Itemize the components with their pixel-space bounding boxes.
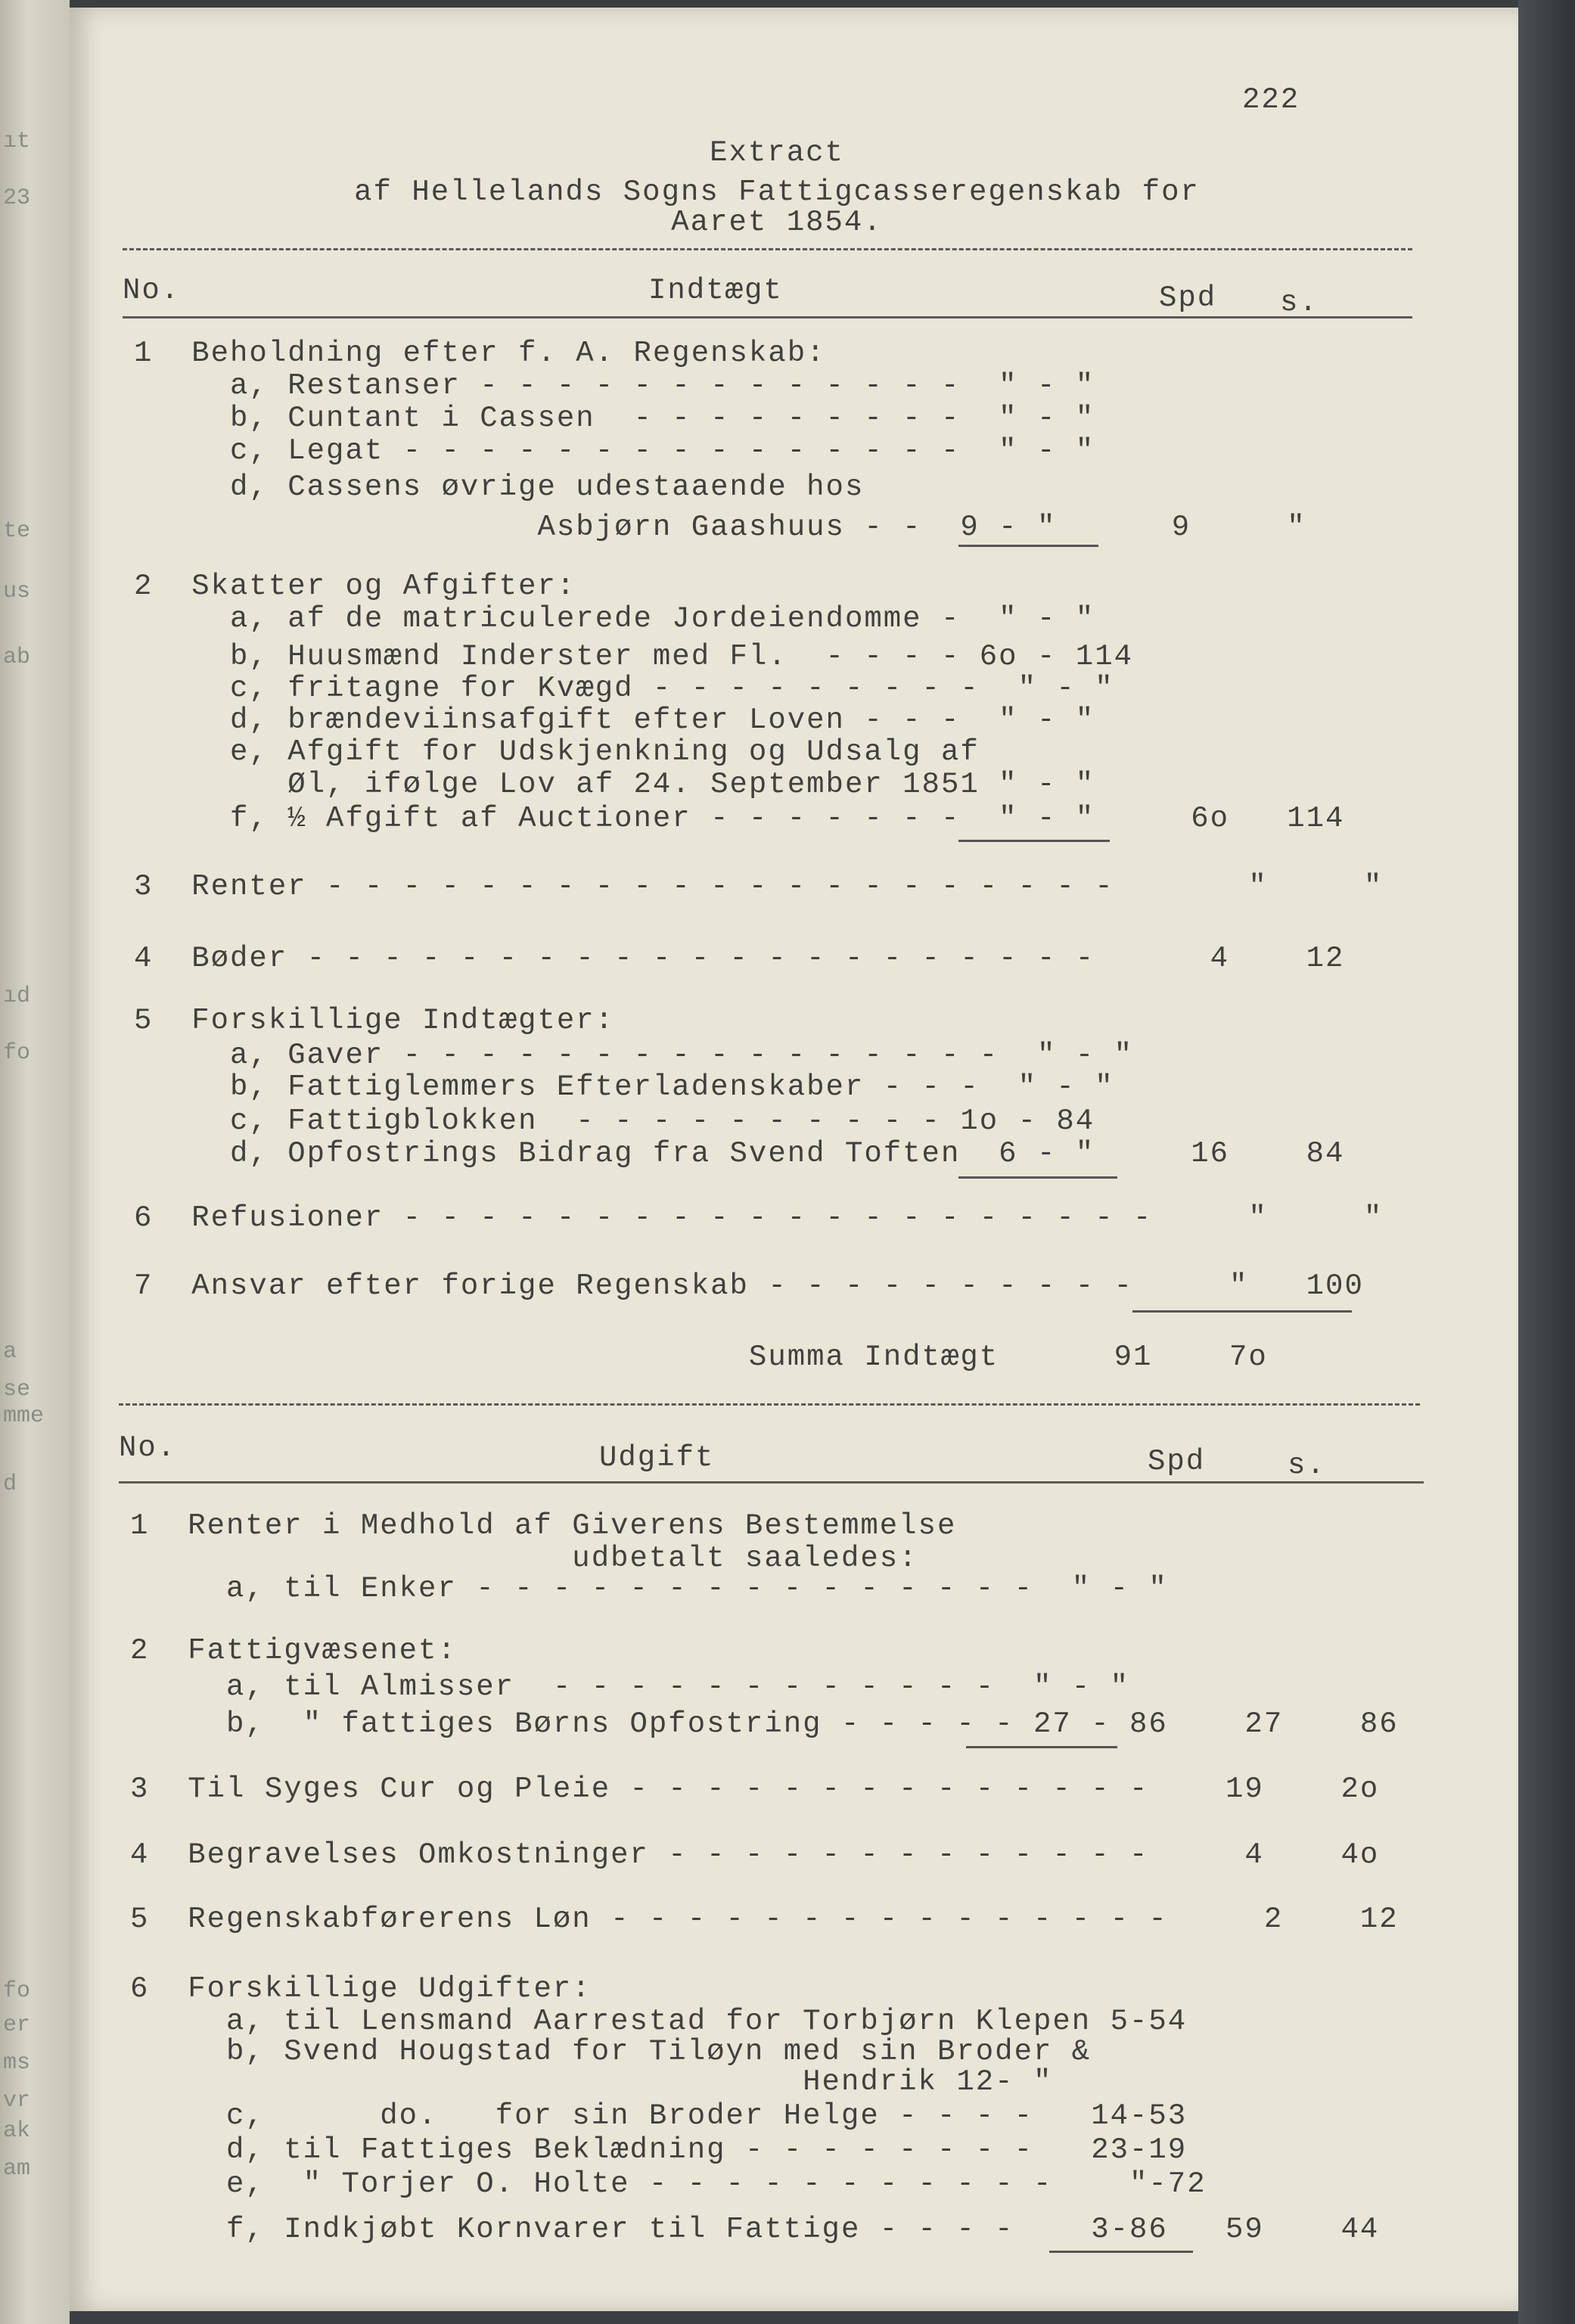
income-line: 2 Skatter og Afgifter: [134,570,576,603]
income-line: 6 Refusioner - - - - - - - - - - - - - - - - - - - - " " [134,1201,1384,1235]
expense-header-spd: Spd [1148,1445,1206,1478]
income-line: b, Cuntant i Cassen - - - - - - - - - " - " [134,402,1095,435]
divider [119,1403,1420,1406]
income-line: 5 Forskillige Indtægter: [134,1004,615,1037]
expense-header-no: No. [119,1431,177,1465]
subtotal-rule [958,840,1110,842]
income-line: d, Opfostrings Bidrag fra Svend Toften 6 - " 16 84 [134,1137,1345,1170]
subtotal-rule [966,1746,1117,1748]
margin-fragment: ıt [3,129,31,154]
expense-line: b, Svend Hougstad for Tiløyn med sin Broder & [130,2035,1092,2068]
income-line: 4 Bøder - - - - - - - - - - - - - - - - - - - - - 4 12 [134,942,1345,975]
margin-fragment: d [3,1471,17,1497]
expense-line: 6 Forskillige Udgifter: [130,1972,592,2006]
margin-fragment: ıd [3,983,31,1009]
expense-line: b, " fattiges Børns Opfostring - - - - - 27 - 86 27 86 [130,1707,1399,1741]
income-line: Asbjørn Gaashuus - - 9 - " 9 " [134,511,1306,544]
income-line: d, Cassens øvrige udestaaende hos [134,471,865,504]
subtotal-rule [1049,2251,1193,2253]
title-line-1: Extract [710,136,844,169]
margin-fragment: fo [3,1978,31,2004]
title-line-2: af Hellelands Sogns Fattigcasseregenskab for [354,176,1200,209]
divider [123,248,1412,250]
income-line: a, Restanser - - - - - - - - - - - - - " - " [134,369,1095,402]
income-line: a, af de matriculerede Jordeiendomme - " - " [134,602,1095,635]
income-line: d, brændeviinsafgift efter Loven - - - " - " [134,704,1095,737]
expense-line: udbetalt saaledes: [130,1542,918,1575]
total-rule [1132,1310,1352,1313]
income-line: b, Fattiglemmers Efterladenskaber - - - " - " [134,1070,1114,1104]
income-line: c, Fattigblokken - - - - - - - - - - 1o - 84 [134,1105,1095,1138]
expense-line: c, do. for sin Broder Helge - - - - 14-53 [130,2099,1188,2133]
title-line-3: Aaret 1854. [671,206,883,239]
expense-line: a, til Almisser - - - - - - - - - - - - " - " [130,1670,1129,1704]
expense-line: a, til Lensmand Aarrestad for Torbjørn Klepen 5-54 [130,2005,1188,2038]
margin-fragment: a [3,1339,17,1365]
margin-fragment: mme [3,1403,45,1429]
income-header-spd: Spd [1159,281,1217,315]
income-header-s: s. [1280,286,1319,319]
subtotal-rule [958,545,1098,547]
expense-line: Hendrik 12- " [130,2065,1053,2099]
margin-fragment: ms [3,2050,31,2076]
income-line: b, Huusmænd Inderster med Fl. - - - - 6o - 114 [134,640,1133,673]
expense-line: 1 Renter i Medhold af Giverens Bestemmelse [130,1509,957,1543]
margin-fragment: te [3,518,31,544]
margin-fragment: ab [3,645,31,670]
margin-fragment: vr [3,2088,31,2114]
expense-header-label: Udgift [599,1441,715,1474]
previous-page-edge [0,0,70,2324]
expense-line: e, " Torjer O. Holte - - - - - - - - - - - "-72 [130,2167,1207,2201]
expense-line: 5 Regenskabførerens Løn - - - - - - - - - - - - - - - 2 12 [130,1903,1399,1936]
income-line: 1 Beholdning efter f. A. Regenskab: [134,337,826,370]
margin-fragment: us [3,579,31,604]
document-page [70,8,1518,2311]
margin-fragment: se [3,1377,31,1403]
margin-fragment: am [3,2156,31,2182]
expense-line: f, Indkjøbt Kornvarer til Fattige - - - - 3-86 59 44 [130,2213,1380,2246]
income-total: Summa Indtægt 91 7o [134,1341,1268,1374]
income-line: c, fritagne for Kvægd - - - - - - - - - " - " [134,672,1114,705]
income-line: Øl, ifølge Lov af 24. September 1851 " - " [134,768,1095,801]
income-header-no: No. [123,274,181,307]
income-line: c, Legat - - - - - - - - - - - - - - - " - " [134,434,1095,468]
income-header-label: Indtægt [648,274,783,307]
expense-header-rule [119,1481,1424,1484]
margin-fragment: 23 [3,185,31,211]
expense-line: 3 Til Syges Cur og Pleie - - - - - - - - - - - - - - 19 2o [130,1773,1380,1806]
income-line: 3 Renter - - - - - - - - - - - - - - - - - - - - - " " [134,870,1384,903]
expense-line: 4 Begravelses Omkostninger - - - - - - - - - - - - - 4 4o [130,1838,1380,1872]
income-line: a, Gaver - - - - - - - - - - - - - - - - " - " [134,1039,1133,1072]
margin-fragment: ak [3,2118,31,2144]
income-header-rule [123,316,1412,318]
expense-line: 2 Fattigvæsenet: [130,1634,457,1667]
income-line: e, Afgift for Udskjenkning og Udsalg af [134,735,980,769]
page-number: 222 [1242,83,1300,117]
expense-line: a, til Enker - - - - - - - - - - - - - - - " - " [130,1572,1168,1605]
margin-fragment: fo [3,1040,31,1066]
expense-line: d, til Fattiges Beklædning - - - - - - - - 23-19 [130,2133,1188,2167]
book-edge [1518,0,1575,2324]
margin-fragment: er [3,2012,31,2038]
income-line: f, ½ Afgift af Auctioner - - - - - - - " - " 6o 114 [134,802,1345,835]
income-line: 7 Ansvar efter forige Regenskab - - - - - - - - - - " 100 [134,1269,1364,1303]
subtotal-rule [958,1176,1117,1179]
expense-header-s: s. [1288,1449,1326,1482]
